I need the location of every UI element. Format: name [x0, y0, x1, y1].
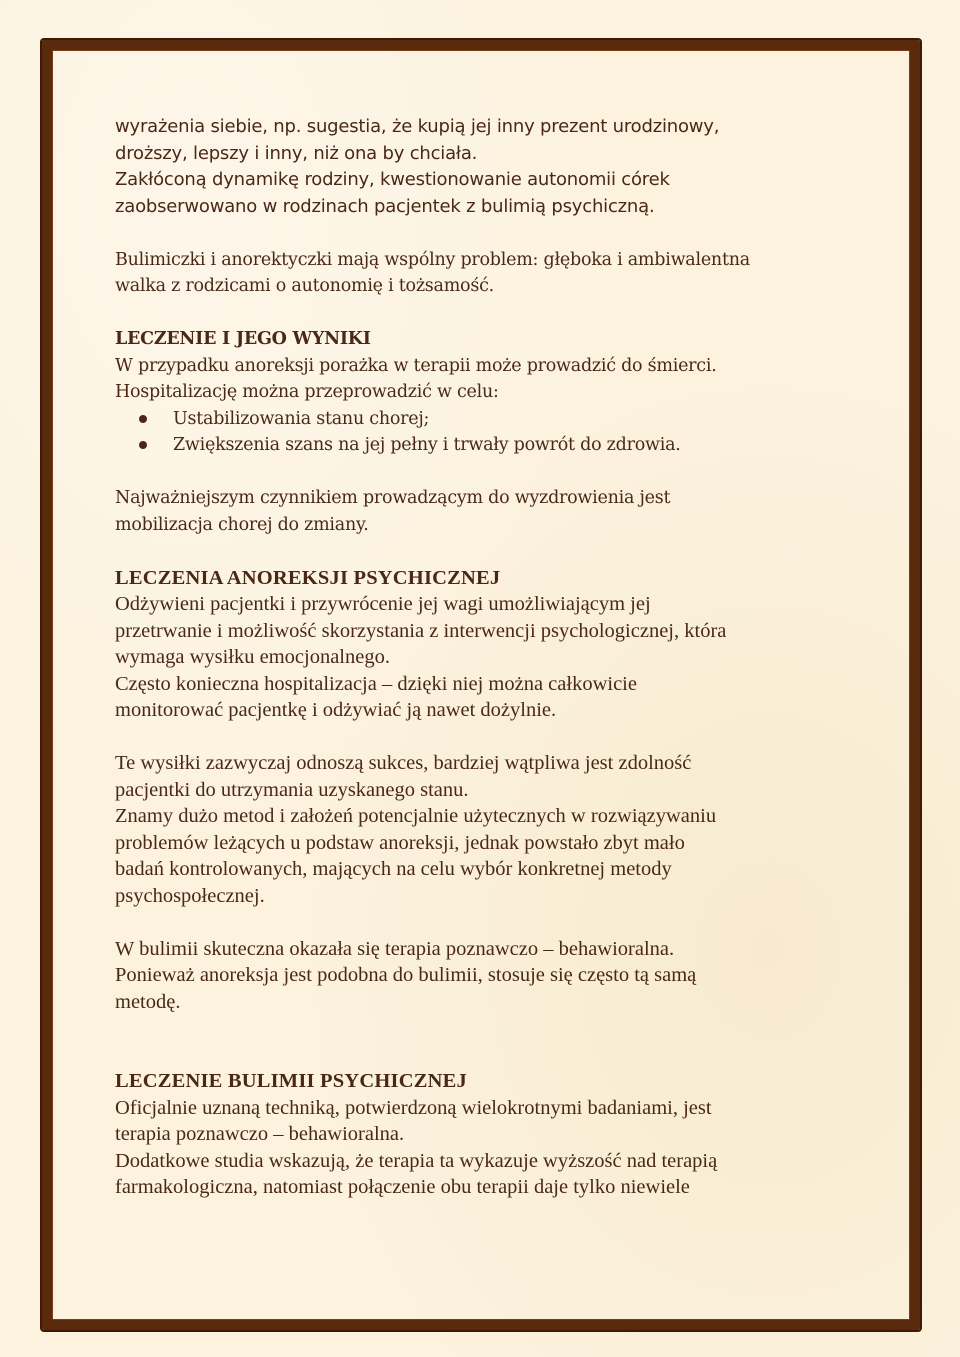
- text-line: metodę.: [115, 990, 181, 1013]
- cbt-paragraph: [115, 936, 855, 1016]
- text-line: przetrwanie i możliwość skorzystania z interwencji psychologicznej, która: [115, 619, 727, 642]
- text-line: terapia poznawczo – behawioralna.: [115, 1123, 405, 1145]
- text-line: W przypadku anoreksji porażka w terapii może prowadzić do śmierci.: [115, 355, 717, 376]
- bulimia-paragraph: [115, 1095, 855, 1201]
- text-line: mobilizacja chorej do zmiany.: [115, 514, 369, 535]
- text-line: Zakłóconą dynamikę rodziny, kwestionowanie autonomii córek: [115, 169, 670, 190]
- text-line: Hospitalizację można przeprowadzić w celu:: [115, 382, 499, 402]
- section-heading-treatment: LECZENIE I JEGO WYNIKI: [115, 329, 371, 349]
- intro-paragraph: [115, 114, 855, 220]
- hospitalization-goals-list: [115, 406, 855, 459]
- section-heading-bulimia: LECZENIE BULIMII PSYCHICZNEJ: [115, 1070, 467, 1092]
- bullet-icon: [139, 441, 147, 449]
- text-line: farmakologiczna, natomiast połączenie obu terapii daje tylko niewiele: [115, 1176, 690, 1198]
- document-body: [115, 114, 855, 1201]
- anorexia-paragraph: [115, 591, 855, 724]
- list-item: [115, 432, 855, 459]
- text-line: walka z rodzicami o autonomię i tożsamość.: [115, 276, 494, 296]
- spacer: [115, 538, 855, 565]
- list-item-text: Zwiększenia szans na jej pełny i trwały powrót do zdrowia.: [173, 435, 681, 455]
- spacer: [115, 220, 855, 247]
- text-line: wymaga wysiłku emocjonalnego.: [115, 646, 390, 668]
- text-line: zaobserwowano w rodzinach pacjentek z bulimią psychiczną.: [115, 195, 655, 217]
- text-line: Te wysiłki zazwyczaj odnoszą sukces, bardziej wątpliwa jest zdolność: [115, 752, 692, 774]
- text-line: W bulimii skuteczna okazała się terapia poznawczo – behawioralna.: [115, 937, 675, 960]
- shared-problem-paragraph: [115, 247, 855, 300]
- text-line: monitorować pacjentkę i odżywiać ją nawet dożylnie.: [115, 699, 557, 721]
- text-line: Odżywieni pacjentki i przywrócenie jej wagi umożliwiającym jej: [115, 593, 651, 615]
- text-line: psychospołecznej.: [115, 884, 265, 907]
- effort-paragraph: [115, 750, 855, 909]
- text-line: problemów leżących u podstaw anoreksji, jednak powstało zbyt mało: [115, 831, 685, 854]
- text-line: Dodatkowe studia wskazują, że terapia ta wykazuje wyższość nad terapią: [115, 1149, 718, 1172]
- bullet-icon: [139, 415, 147, 423]
- treatment-paragraph: [115, 353, 855, 406]
- text-line: droższy, lepszy i inny, niż ona by chciała.: [115, 142, 478, 164]
- text-line: wyrażenia siebie, np. sugestia, że kupią jej inny prezent urodzinowy,: [115, 116, 720, 137]
- text-line: Często konieczna hospitalizacja – dzięki niej można całkowicie: [115, 672, 637, 695]
- key-factor-paragraph: [115, 485, 855, 538]
- text-line: Bulimiczki i anorektyczki mają wspólny problem: głęboka i ambiwalentna: [115, 249, 750, 270]
- text-line: badań kontrolowanych, mających na celu wybór konkretnej metody: [115, 858, 672, 880]
- spacer: [115, 300, 855, 327]
- spacer: [115, 459, 855, 486]
- text-line: Znamy dużo metod i założeń potencjalnie użytecznych w rozwiązywaniu: [115, 805, 717, 827]
- list-item: [115, 406, 855, 433]
- text-line: Najważniejszym czynnikiem prowadzącym do wyzdrowienia jest: [115, 488, 671, 508]
- spacer: [115, 1015, 855, 1068]
- spacer: [115, 909, 855, 936]
- spacer: [115, 724, 855, 751]
- section-heading-anorexia: LECZENIA ANOREKSJI PSYCHICZNEJ: [115, 566, 501, 589]
- text-line: pacjentki do utrzymania uzyskanego stanu.: [115, 778, 469, 801]
- text-line: Ponieważ anoreksja jest podobna do bulimii, stosuje się często tą samą: [115, 964, 697, 986]
- text-line: Oficjalnie uznaną techniką, potwierdzoną wielokrotnymi badaniami, jest: [115, 1096, 712, 1119]
- list-item-text: Ustabilizowania stanu chorej;: [173, 408, 430, 429]
